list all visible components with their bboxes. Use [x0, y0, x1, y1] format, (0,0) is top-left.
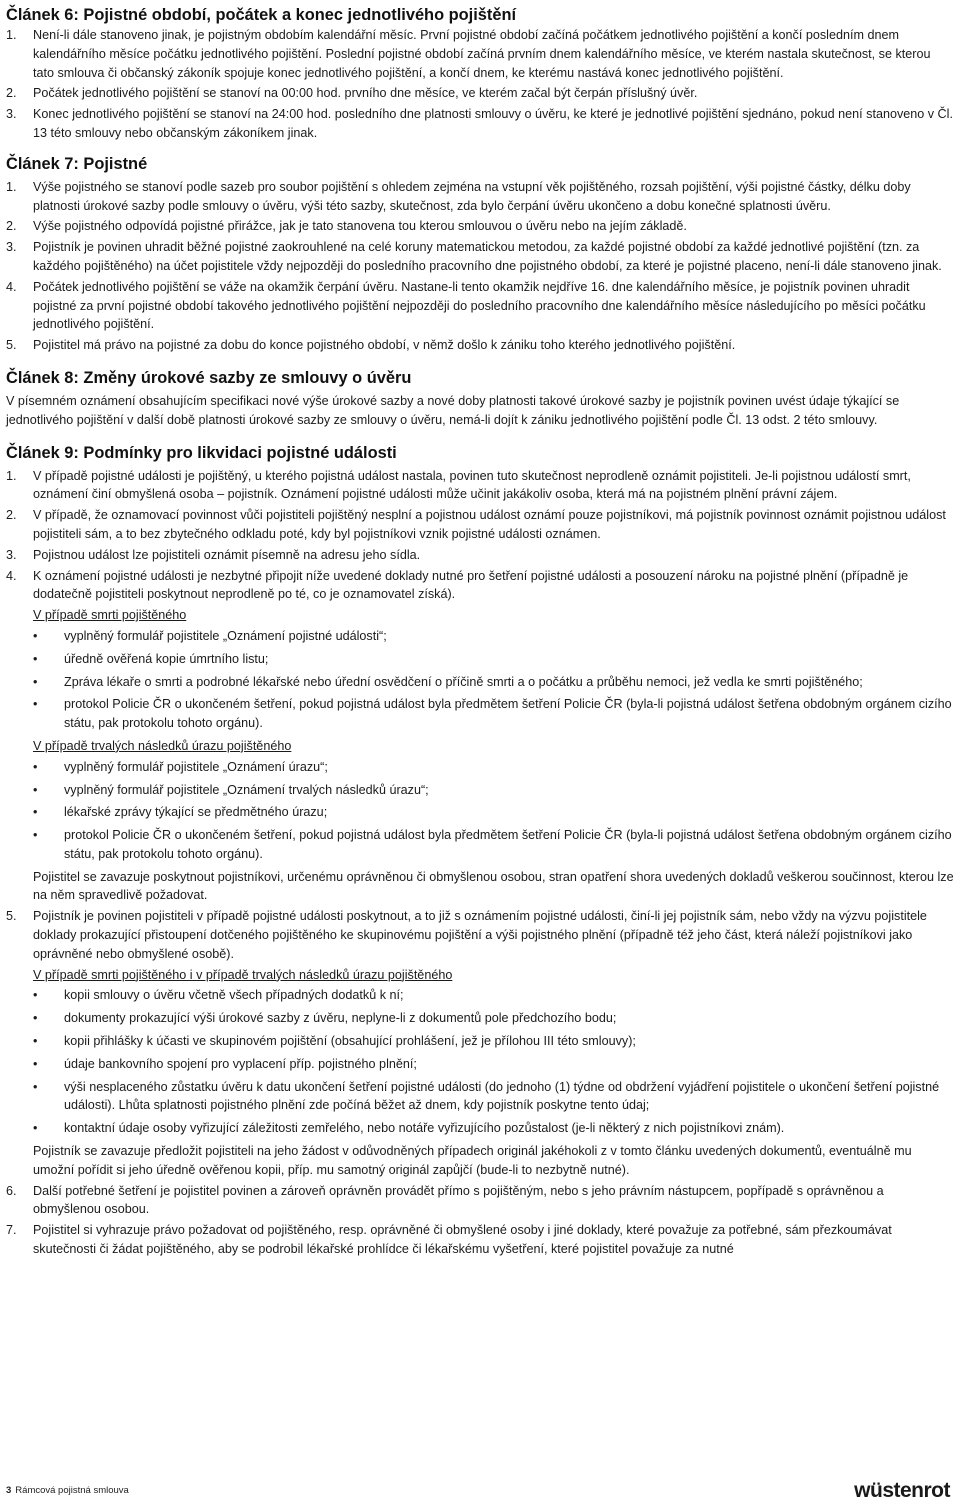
list-item — [33, 1078, 954, 1116]
list-item — [33, 781, 954, 800]
item-number: 4. — [6, 568, 17, 583]
item-text: Pojistitel si vyhrazuje právo požadovat od pojištěného, resp. oprávněné či obmyšlené osoby i jiné doklady, které považuje za potřebné, sám přezkoumávat skutečnosti či žádat pojištěného, aby se podrobil lékařské prohlídce či lékařskému vyšetření, které pojistitel považuje za nutné — [33, 1223, 892, 1257]
bullet: • — [33, 828, 38, 843]
item-text: Pojistitel má právo na pojistné za dobu do konce pojistného období, v němž došlo k zániku toho kterého jednotlivého pojištění. — [33, 338, 736, 353]
bullet: • — [33, 782, 38, 797]
item-text: Pojistitel se zavazuje poskytnout pojistníkovi, určenému oprávněnou či obmyšlenou osobou, stran opatření shora uvedených dokladů veškerou součinnost, kterou lze na něm spravedlivě požadovat. — [33, 869, 954, 903]
bullet: • — [33, 1121, 38, 1136]
bullet: • — [33, 1011, 38, 1026]
bullet-text: vyplněný formulář pojistitele „Oznámení trvalých následků úrazu“; — [64, 782, 429, 797]
item-number: 2. — [6, 508, 17, 523]
wustenrot-logo: wüstenrot — [854, 1479, 950, 1503]
item-text: Pojistník je povinen uhradit běžné pojistné zaokrouhlené na celé koruny matematickou metodou, za každé pojistné období za každé jednotlivé pojištění (tzn. za každého pojištěného) na účet pojistitele vždy nejpozději do posledního pracovního dne pojistného období, za které je pojistné placeno, není-li dále stanoveno jinak. — [33, 240, 942, 273]
list-item — [33, 826, 954, 864]
article-9-list — [6, 467, 954, 1259]
list-item — [6, 907, 954, 1179]
list-item — [33, 1119, 954, 1138]
article-7-list — [6, 178, 954, 355]
list-item — [6, 1221, 954, 1259]
bullet-text: vyplněný formulář pojistitele „Oznámení pojistné události“; — [64, 628, 387, 643]
injury-docs-heading: V případě trvalých následků úrazu pojištěného — [33, 738, 292, 753]
article-9-title: Článek 9: Podmínky pro likvidaci pojistné události — [6, 443, 397, 462]
item-number: 3. — [6, 240, 17, 255]
bullet-text: výši nesplaceného zůstatku úvěru k datu ukončení šetření pojistné události (do jednoho (1) týdne od obdržení vyjádření pojistitele o ukončení šetření pojistné události). Lhůta splatnosti pojistného plnění zde počíná běžet až dnem, kdy pojistník poskytne tento údaj; — [64, 1079, 940, 1113]
item-number: 2. — [6, 219, 17, 234]
bullet: • — [33, 988, 38, 1003]
list-item — [6, 546, 954, 565]
death-docs-heading: V případě smrti pojištěného — [33, 608, 187, 623]
list-item — [6, 278, 954, 334]
article-8-text: V písemném oznámení obsahujícím specifikaci nové výše úrokové sazby a nové doby platnosti takové úrokové sazby je pojistník povinen uvést údaje týkající se jednotlivého pojištění v další době platnosti úrokové sazby ze smlouvy o úvěru, nemá-li dojít k zániku jednotlivého pojištění podle Čl. 13 odst. 2 této smlouvy. — [6, 393, 900, 427]
bullet-text: úředně ověřená kopie úmrtního listu; — [64, 651, 269, 666]
item-number: 3. — [6, 107, 17, 122]
list-item — [33, 803, 954, 822]
item-number: 5. — [6, 338, 17, 353]
article-7 — [6, 153, 954, 355]
bullet: • — [33, 674, 38, 689]
bullet: • — [33, 759, 38, 774]
article-6 — [6, 4, 954, 143]
list-item — [6, 26, 954, 82]
item-number: 5. — [6, 909, 17, 924]
list-item — [33, 627, 954, 646]
death-docs-list — [33, 627, 954, 733]
article-8-title: Článek 8: Změny úrokové sazby ze smlouvy o úvěru — [6, 368, 412, 387]
both-docs-list — [33, 986, 954, 1138]
page-footer — [6, 1485, 129, 1497]
both-docs-heading: V případě smrti pojištěného i v případě trvalých následků úrazu pojištěného — [33, 967, 453, 982]
bullet: • — [33, 1056, 38, 1071]
list-item — [6, 105, 954, 143]
item-text: K oznámení pojistné události je nezbytné připojit níže uvedené doklady nutné pro šetření pojistné události a posouzení nároku na pojistné plnění (případně je dodatečně pojistiteli poskytnout neprodleně po té, co je oznamovatel získá). — [33, 568, 909, 602]
bullet: • — [33, 1079, 38, 1094]
bullet-text: Zpráva lékaře o smrti a podrobné lékařské nebo úřední osvědčení o příčině smrti a o počátku a průběhu nemoci, jež vedla ke smrti pojištěného; — [64, 674, 863, 689]
list-item — [33, 695, 954, 733]
document-name: Rámcová pojistná smlouva — [15, 1485, 129, 1496]
bullet-text: lékařské zprávy týkající se předmětného úrazu; — [64, 805, 328, 820]
article-6-title: Článek 6: Pojistné období, počátek a konec jednotlivého pojištění — [6, 6, 517, 24]
item-text: Další potřebné šetření je pojistitel povinen a zároveň oprávněn provádět přímo s pojištěným, nebo s jeho právním nástupcem, popřípadě s oprávněnou a obmyšlenou osobou. — [33, 1183, 884, 1217]
list-item — [33, 986, 954, 1005]
bullet: • — [33, 1034, 38, 1049]
page-number: 3 — [6, 1485, 12, 1496]
article-8 — [6, 367, 954, 430]
item-number: 1. — [6, 468, 17, 483]
list-item — [6, 1182, 954, 1220]
item-number: 1. — [6, 179, 17, 194]
list-item — [33, 1009, 954, 1028]
bullet: • — [33, 805, 38, 820]
bullet-text: dokumenty prokazující výši úrokové sazby z úvěru, neplyne-li z dokumentů pole předchozího bodu; — [64, 1011, 617, 1026]
item-text: Výše pojistného odpovídá pojistné přirážce, jak je tato stanovena tou kterou smlouvou o úvěru nebo na jejím základě. — [33, 219, 687, 234]
injury-docs-list — [33, 758, 954, 864]
list-item — [33, 1055, 954, 1074]
bullet-text: kontaktní údaje osoby vyřizující záležitosti zemřelého, nebo notáře vyřizujícího pozůstalost (je-li některý z nich pojistníkovi znám). — [64, 1121, 785, 1136]
item-text: V případě, že oznamovací povinnost vůči pojistiteli pojištěný nesplní a pojistnou událost oznámí pouze pojistníkovi, má pojistník povinnost oznámit pojistnou událost pojistiteli sám, a to bez zbytečného odkladu poté, kdy byl pojistníkovi vznik pojistné události oznámen. — [33, 508, 946, 541]
item-text: Pojistnou událost lze pojistiteli oznámit písemně na adresu jeho sídla. — [33, 547, 421, 562]
item-text: Pojistník je povinen pojistiteli v případě pojistné události poskytnout, a to již s oznámením pojistné události, činí-li jej pojistník sám, nebo vždy na výzvu pojistitele doklady prokazující přistoupení dotčeného pojištěného ke skupinovému pojištění a výši pojistného plnění (případně též jeho část, která náleží pojistníkovi jako oprávněné nebo obmyšlené osobě). — [33, 909, 927, 961]
article-7-title: Článek 7: Pojistné — [6, 154, 148, 173]
list-item — [6, 217, 954, 236]
list-item — [33, 650, 954, 669]
bullet-text: kopii smlouvy o úvěru včetně všech případných dodatků k ní; — [64, 988, 404, 1003]
list-item — [6, 238, 954, 276]
item-text: Počátek jednotlivého pojištění se váže na okamžik čerpání úvěru. Nastane-li tento okamžik nejdříve 16. dne kalendářního měsíce, je pojistník povinen uhradit pojistné za první pojistné období takového jednotlivého pojištění nejpozději do posledního pracovního dne kalendářního měsíce následujícího po měsíci počátku jednotlivého pojištění. — [33, 279, 926, 332]
bullet-text: protokol Policie ČR o ukončeném šetření, pokud pojistná událost byla předmětem šetření Policie ČR (byla-li pojistná událost šetřena obdobným orgánem cizího státu, pak protokolu tohoto orgánu). — [64, 828, 952, 861]
item-text: Počátek jednotlivého pojištění se stanoví na 00:00 hod. prvního dne měsíce, ve kterém začal být čerpán příslušný úvěr. — [33, 86, 698, 101]
list-item — [6, 506, 954, 544]
item-number: 3. — [6, 547, 17, 562]
item-number: 7. — [6, 1223, 17, 1238]
item-number: 4. — [6, 279, 17, 294]
bullet: • — [33, 628, 38, 643]
item-number: 6. — [6, 1183, 17, 1198]
article-9 — [6, 442, 954, 1259]
bullet-text: protokol Policie ČR o ukončeném šetření, pokud pojistná událost byla předmětem šetření Policie ČR (byla-li pojistná událost šetřena obdobným orgánem cizího státu, pak protokolu tohoto orgánu). — [64, 697, 952, 731]
list-item — [6, 84, 954, 103]
item-number: 1. — [6, 28, 17, 42]
list-item — [6, 178, 954, 216]
item-number: 2. — [6, 86, 17, 101]
item-text: Není-li dále stanoveno jinak, je pojistným obdobím kalendářní měsíc. První pojistné období začíná počátkem jednotlivého pojištění a končí posledním dnem kalendářního měsíce počátku jednotlivého pojištění. Poslední pojistné období začíná prvním dnem kalendářního měsíce, ve kterém nastala skutečnost, se kterou tato smlouva či občanský zákoník spojuje konec jednotlivého pojištění, a končí dnem, ke kterému nastává konec jednotlivého pojištění. — [33, 28, 931, 80]
list-item — [33, 1032, 954, 1051]
list-item — [6, 467, 954, 505]
bullet-text: kopii přihlášky k účasti ve skupinovém pojištění (obsahující prohlášení, jež je přílohou III této smlouvy); — [64, 1034, 636, 1049]
bullet-text: vyplněný formulář pojistitele „Oznámení úrazu“; — [64, 759, 328, 774]
item-text: V případě pojistné události je pojištěný, u kterého pojistná událost nastala, povinen tuto skutečnost neprodleně oznámit pojistiteli. Je-li pojistnou událostí smrt, oznámení činí obmyšlená osoba – pojistník. Oznámení pojistné události může učinit jakákoliv osoba, která má na pojistném plnění právní zájem. — [33, 468, 911, 502]
list-item — [33, 758, 954, 777]
item-text: Pojistník se zavazuje předložit pojistiteli na jeho žádost v odůvodněných případech originál jakéhokoli z v tomto článku uvedených dokumentů, eventuálně mu umožní pořídit si jeho úředně ověřenou kopii, příp. mu samotný originál zapůjčí (bude-li to nezbytně nutné). — [33, 1144, 912, 1177]
list-item — [6, 567, 954, 906]
bullet: • — [33, 651, 38, 666]
item-text: Výše pojistného se stanoví podle sazeb pro soubor pojištění s ohledem zejména na vstupní věk pojištěného, rozsah pojištění, výši pojistné částky, délku doby platnosti úrokové sazby podle smlouvy o úvěru, výši této sazby, skutečnost, zda bylo čerpání úvěru ukončeno a dobu konečné splatnosti úvěru. — [33, 179, 911, 213]
bullet: • — [33, 697, 38, 712]
list-item — [33, 673, 954, 692]
article-6-list — [6, 26, 954, 143]
bullet-text: údaje bankovního spojení pro vyplacení příp. pojistného plnění; — [64, 1056, 417, 1071]
item-text: Konec jednotlivého pojištění se stanoví na 24:00 hod. posledního dne platnosti smlouvy o úvěru, ke které je jednotlivé pojištění sjednáno, pokud není stanoveno v Čl. 13 této smlouvy nebo občanským zákoníkem jinak. — [33, 107, 953, 140]
list-item — [6, 336, 954, 355]
